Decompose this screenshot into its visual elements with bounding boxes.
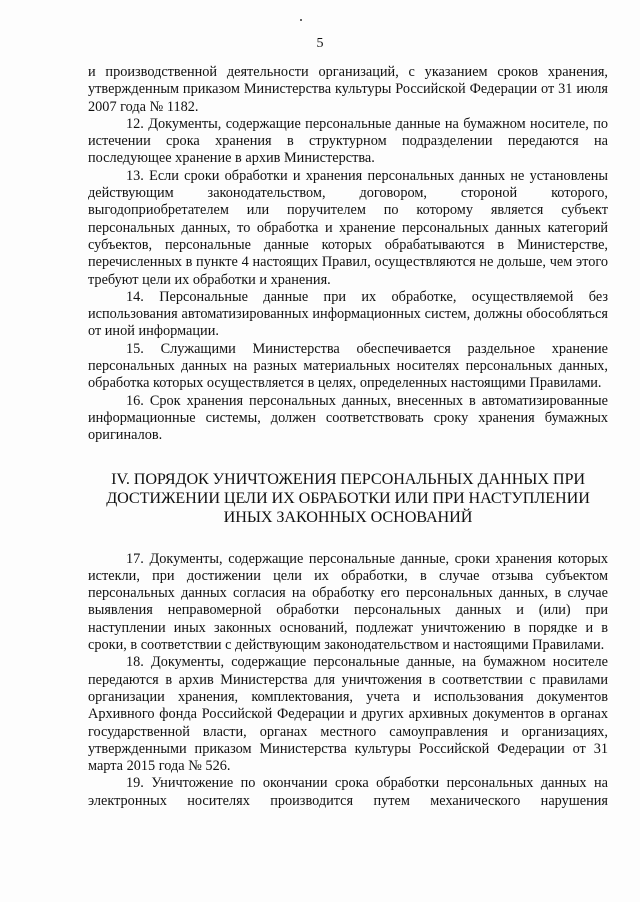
document-body <box>88 64 608 810</box>
paragraph-14: 14. Персональные данные при их обработке, осуществляемой без использования автоматизированных информационных систем, должны обособляться от иной информации. <box>88 288 608 340</box>
page-number: 5 <box>316 36 324 51</box>
scan-speck <box>300 19 302 21</box>
paragraph-17: 17. Документы, содержащие персональные данные, сроки хранения которых истекли, при достижении цели их обработки, в случае отзыва субъектом персональных данных согласия на обработку его персональных данных, в случае выявления неправомерной обработки персональных данных и (или) при наступлении иных законных оснований, подлежат уничтожению в порядке и в сроки, в соответствии с действующим законодательством и настоящими Правилами. <box>88 550 608 654</box>
paragraph-16: 16. Срок хранения персональных данных, внесенных в автоматизированные информационные системы, должен соответствовать сроку хранения бумажных оригиналов. <box>88 392 608 444</box>
section-heading: IV. ПОРЯДОК УНИЧТОЖЕНИЯ ПЕРСОНАЛЬНЫХ ДАННЫХ ПРИ ДОСТИЖЕНИИ ЦЕЛИ ИХ ОБРАБОТКИ ИЛИ ПРИ НАСТУПЛЕНИИ ИНЫХ ЗАКОННЫХ ОСНОВАНИЙ <box>106 469 590 526</box>
paragraph-15: 15. Служащими Министерства обеспечивается раздельное хранение персональных данных на разных материальных носителях персональных данных, обработка которых осуществляется в целях, определенных настоящими Правилами. <box>88 340 608 392</box>
paragraph-13: 13. Если сроки обработки и хранения персональных данных не установлены действующим законодательством, договором, стороной которого, выгодоприобретателем или поручителем по которому является субъект персональных данных, то обработка и хранение персональных данных категорий субъектов, персональные данные которых обрабатываются в Министерстве, перечисленных в пункте 4 настоящих Правил, осуществляются не дольше, чем этого требуют цели их обработки и хранения. <box>88 167 608 288</box>
paragraph-12: 12. Документы, содержащие персональные данные на бумажном носителе, по истечении срока хранения в структурном подразделении передаются на последующее хранение в архив Министерства. <box>88 115 608 167</box>
paragraph-18: 18. Документы, содержащие персональные данные, на бумажном носителе передаются в архив Министерства для уничтожения в соответствии с правилами организации хранения, комплектования, учета и использования документов Архивного фонда Российской Федерации и других архивных документов в органах государственной власти, органах местного самоуправления и организациях, утвержденными приказом Министерства культуры Российской Федерации от 31 марта 2015 года № 526. <box>88 654 608 775</box>
paragraph-continuation: и производственной деятельности организаций, с указанием сроков хранения, утвержденным приказом Министерства культуры Российской Федерации от 31 июля 2007 года № 1182. <box>88 64 608 115</box>
paragraph-19: 19. Уничтожение по окончании срока обработки персональных данных на электронных носителях производится путем механического нарушения <box>88 775 608 809</box>
